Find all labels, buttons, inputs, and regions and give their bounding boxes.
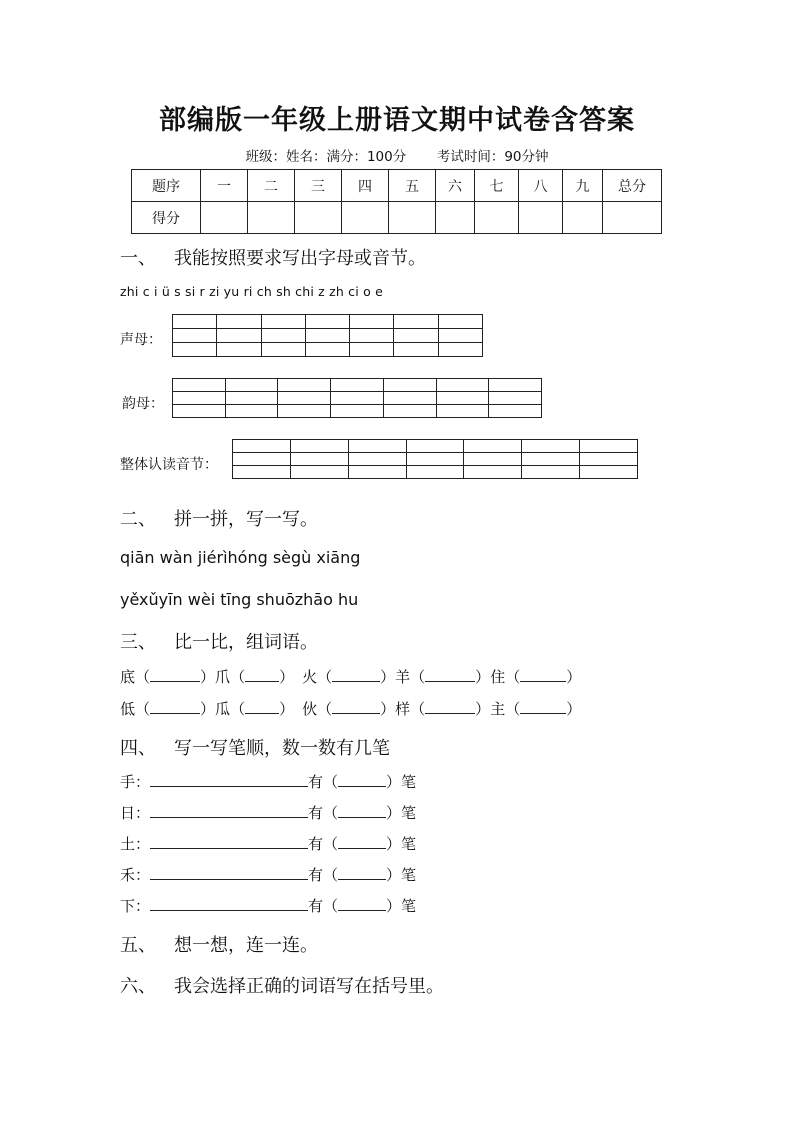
char: 爪 — [215, 668, 231, 686]
score-cell[interactable] — [295, 202, 342, 234]
letters-line: zhi c i ü s si r zi yu ri ch sh chi z zh ci o e — [120, 284, 384, 299]
stroke-order-line[interactable] — [150, 804, 308, 818]
char: 手： — [120, 773, 151, 791]
section-1-heading — [120, 244, 426, 270]
char: 样 — [395, 700, 411, 718]
section-3-heading — [120, 628, 318, 654]
score-row — [132, 202, 662, 234]
page-title: 部编版一年级上册语文期中试卷含答案 — [159, 105, 635, 136]
score-header-row — [132, 170, 662, 202]
score-row-label: 得分 — [132, 202, 201, 234]
score-cell[interactable] — [436, 202, 475, 234]
stroke-count-blank[interactable] — [338, 835, 386, 849]
section-text: 写一写笔顺，数一数有几笔 — [174, 738, 390, 759]
char: 低 — [120, 700, 136, 718]
pinyin-line-1: qiān wàn jiérìhóng sègù xiāng — [120, 548, 361, 567]
answer-blank[interactable] — [245, 700, 279, 714]
info-left: 班级：姓名：满分：100分 — [245, 149, 407, 165]
score-header-cell: 一 — [201, 170, 248, 202]
stroke-row: 禾： 有（ ）笔 — [120, 866, 417, 884]
score-header-cell: 九 — [563, 170, 603, 202]
score-header-cell: 四 — [342, 170, 389, 202]
char: 伙 — [302, 700, 318, 718]
score-header-cell: 八 — [519, 170, 563, 202]
char: 住 — [490, 668, 506, 686]
score-table — [131, 169, 662, 234]
answer-blank[interactable] — [520, 668, 566, 682]
section-2-heading — [120, 505, 318, 531]
answer-blank[interactable] — [520, 700, 566, 714]
score-header-cell: 三 — [295, 170, 342, 202]
section-6-heading — [120, 972, 444, 998]
section-text: 想一想，连一连。 — [174, 935, 318, 956]
answer-blank[interactable] — [332, 668, 380, 682]
stroke-order-line[interactable] — [150, 897, 308, 911]
compare-row-1: 底（ ）爪（ ） 火（ ）羊（ ）住（ ） — [120, 668, 582, 686]
stroke-row: 下： 有（ ）笔 — [120, 897, 417, 915]
answer-blank[interactable] — [332, 700, 380, 714]
score-cell[interactable] — [342, 202, 389, 234]
pinyin-line-2: yěxǔyīn wèi tīng shuōzhāo hu — [120, 590, 359, 609]
stroke-count-blank[interactable] — [338, 866, 386, 880]
stroke-row: 手： 有（ ）笔 — [120, 773, 417, 791]
section-number: 五、 — [120, 935, 156, 956]
section-text: 我能按照要求写出字母或音节。 — [174, 248, 426, 269]
score-cell[interactable] — [519, 202, 563, 234]
section-number: 二、 — [120, 509, 156, 530]
score-header-cell: 五 — [389, 170, 436, 202]
answer-blank[interactable] — [150, 700, 200, 714]
label-whole-syllables: 整体认读音节： — [120, 457, 218, 473]
section-number: 三、 — [120, 632, 156, 653]
section-5-heading — [120, 931, 318, 957]
finals-grid[interactable] — [172, 378, 542, 418]
initials-grid[interactable] — [172, 314, 483, 357]
score-header-cell: 总分 — [603, 170, 662, 202]
char: 瓜 — [215, 700, 231, 718]
label-finals: 韵母： — [122, 396, 164, 412]
char: 主 — [490, 700, 506, 718]
char: 禾： — [120, 866, 151, 884]
stroke-count-blank[interactable] — [338, 773, 386, 787]
compare-row-2: 低（ ）瓜（ ） 伙（ ）样（ ）主（ ） — [120, 700, 582, 718]
section-number: 四、 — [120, 738, 156, 759]
score-header-cell: 七 — [475, 170, 519, 202]
stroke-row: 土： 有（ ）笔 — [120, 835, 417, 853]
char: 下： — [120, 897, 151, 915]
score-header-cell: 二 — [248, 170, 295, 202]
stroke-count-blank[interactable] — [338, 804, 386, 818]
score-cell[interactable] — [603, 202, 662, 234]
score-cell[interactable] — [475, 202, 519, 234]
stroke-count-blank[interactable] — [338, 897, 386, 911]
answer-blank[interactable] — [425, 668, 475, 682]
char: 羊 — [395, 668, 411, 686]
answer-blank[interactable] — [425, 700, 475, 714]
stroke-row: 日： 有（ ）笔 — [120, 804, 417, 822]
stroke-order-line[interactable] — [150, 835, 308, 849]
answer-blank[interactable] — [150, 668, 200, 682]
stroke-order-line[interactable] — [150, 773, 308, 787]
section-number: 六、 — [120, 976, 156, 997]
answer-blank[interactable] — [245, 668, 279, 682]
section-text: 拼一拼，写一写。 — [174, 509, 318, 530]
char: 日： — [120, 804, 151, 822]
section-4-heading — [120, 734, 390, 760]
label-initials: 声母： — [120, 332, 162, 348]
section-text: 我会选择正确的词语写在括号里。 — [174, 976, 444, 997]
score-cell[interactable] — [389, 202, 436, 234]
section-number: 一、 — [120, 248, 156, 269]
info-right: 考试时间：90分钟 — [436, 149, 549, 165]
score-header-cell: 六 — [436, 170, 475, 202]
stroke-order-line[interactable] — [150, 866, 308, 880]
whole-syllables-grid[interactable] — [232, 439, 638, 479]
score-cell[interactable] — [563, 202, 603, 234]
score-cell[interactable] — [201, 202, 248, 234]
char: 火 — [302, 668, 318, 686]
score-header-cell: 题序 — [132, 170, 201, 202]
char: 土： — [120, 835, 151, 853]
score-cell[interactable] — [248, 202, 295, 234]
exam-info — [0, 145, 794, 165]
char: 底 — [120, 668, 136, 686]
section-text: 比一比，组词语。 — [174, 632, 318, 653]
